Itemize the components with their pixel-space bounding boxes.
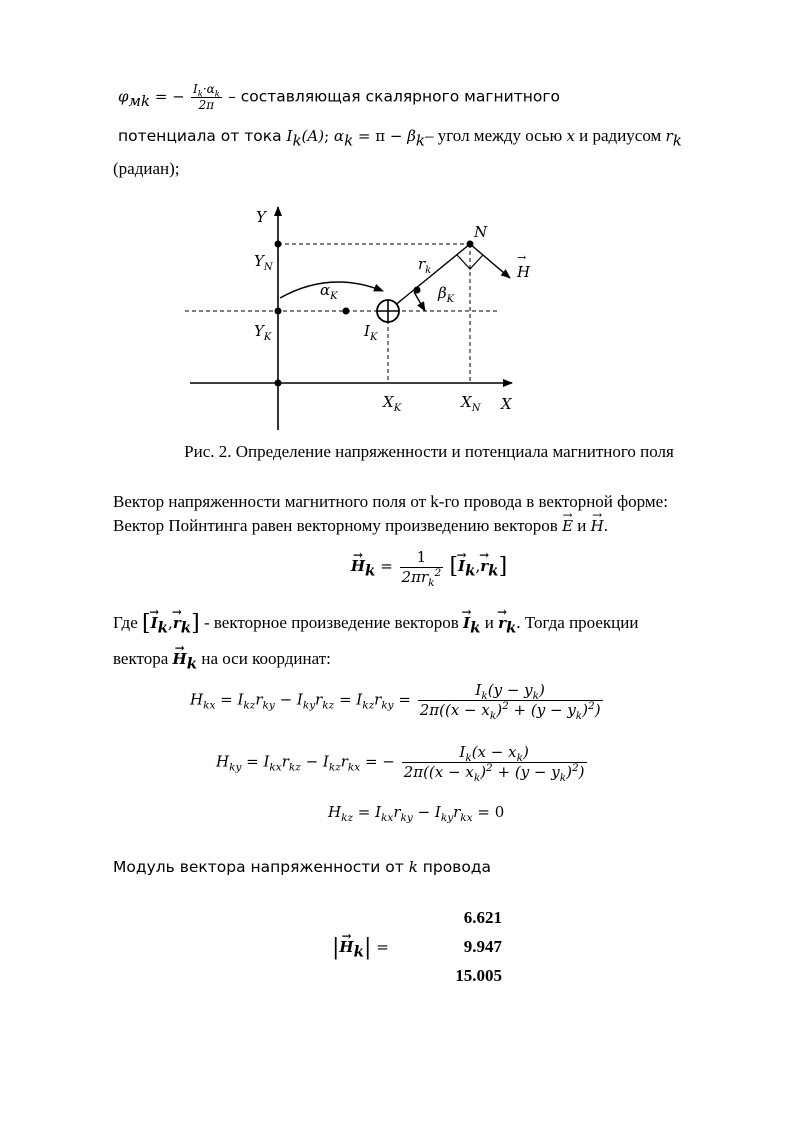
phi-fraction: $\frac{I_k\cdot\alpha_k}{2\pi}$: [192, 82, 220, 112]
hk-fraction: $\frac{1}{2\pi r_k^2}$: [401, 548, 442, 589]
equation-hkx: $H_{kx} = I_{kz}r_{ky} - I_{ky}r_{kz} = I_{kz}r_{ky}$ = $\frac{I_k(y - y_k)}{2\pi((x - x_k)^2 + (y - y_k)^2)}$: [190, 681, 601, 722]
paragraph-poynting: Вектор Пойнтинга равен векторному произведению векторов → E и → H.: [113, 515, 608, 536]
label-yn: $Y_N$: [254, 252, 273, 273]
coordinate-figure: [180, 195, 540, 440]
point-on-radius: [414, 287, 421, 294]
modulus-values: [430, 903, 502, 990]
point-left: [343, 308, 350, 315]
paragraph-modulus: Модуль вектора напряженности от k провода: [113, 858, 492, 876]
label-rk: $r_k$: [418, 255, 432, 276]
label-h-arrow: →: [517, 251, 527, 264]
point-yn: [275, 241, 282, 248]
modulus-value: 9.947: [463, 937, 502, 956]
label-x-axis: X: [501, 395, 512, 413]
modulus-label: |→ $H_k|$ =: [332, 934, 389, 962]
label-ik: $I_K$: [364, 322, 378, 343]
hkx-fraction: $\frac{I_k(y - y_k)}{2\pi((x - x_k)^2 + (y - y_k)^2)}$: [419, 681, 601, 722]
label-xk: $X_K$: [383, 393, 402, 414]
label-n: N: [474, 223, 488, 241]
point-n: [467, 241, 474, 248]
h-vector: [470, 244, 510, 278]
modulus-value: 6.621: [463, 908, 502, 927]
figure-caption: Рис. 2. Определение напряженности и потенциала магнитного поля: [184, 442, 674, 461]
hky-fraction: $\frac{I_k(x - x_k)}{2\pi((x - x_k)^2 + (y - y_k)^2)}$: [403, 743, 585, 784]
formula-phi-line: $\varphi_{мk}$ = − $\frac{I_k\cdot\alpha_k}{2\pi}$ – составляющая скалярного магнитного: [118, 82, 560, 112]
modulus-value: 15.005: [455, 966, 502, 985]
radius-rk: [388, 244, 470, 311]
beta-arrow: [414, 292, 425, 311]
label-xn: $X_N$: [461, 393, 481, 414]
label-beta: $\beta_K$: [438, 284, 455, 305]
label-alpha: $\alpha_K$: [320, 281, 338, 302]
paragraph-projections: вектора → $H_k$ на оси координат:: [113, 648, 331, 669]
equation-hkz: $H_{kz} = I_{kx}r_{ky} - I_{ky}r_{kx} = 0$: [328, 803, 505, 824]
equation-hk: → $H_k$ = $\frac{1}{2\pi r_k^2}$ [→ $I_k,\to r_k$]: [0, 548, 800, 587]
radian-note: (радиан);: [113, 159, 180, 178]
equation-hky: $H_{ky} = I_{kx}r_{kz} - I_{kz}r_{kx}$ = − $\frac{I_k(x - x_k)}{2\pi((x - x_k)^2 + (y - y_k)^2)}$: [216, 743, 585, 784]
paragraph-cross-product: Где [→ $I_k,\to r_k$] - векторное произведение векторов → $I_k$ $и \to r_k$. Тогда проекции: [113, 610, 638, 638]
point-yk: [275, 308, 282, 315]
label-yk: $Y_K$: [254, 322, 272, 343]
point-origin: [275, 380, 282, 387]
potential-text-line: потенциала от тока $I_k(A)$; $\alpha_k = \pi - \beta_k-$ угол между осью x и радиусом $r_k$: [118, 126, 682, 150]
paragraph-vector-form: Вектор напряженности магнитного поля от k-го провода в векторной форме:: [113, 492, 668, 511]
label-h: H: [517, 263, 531, 281]
label-y-axis: Y: [256, 208, 266, 226]
